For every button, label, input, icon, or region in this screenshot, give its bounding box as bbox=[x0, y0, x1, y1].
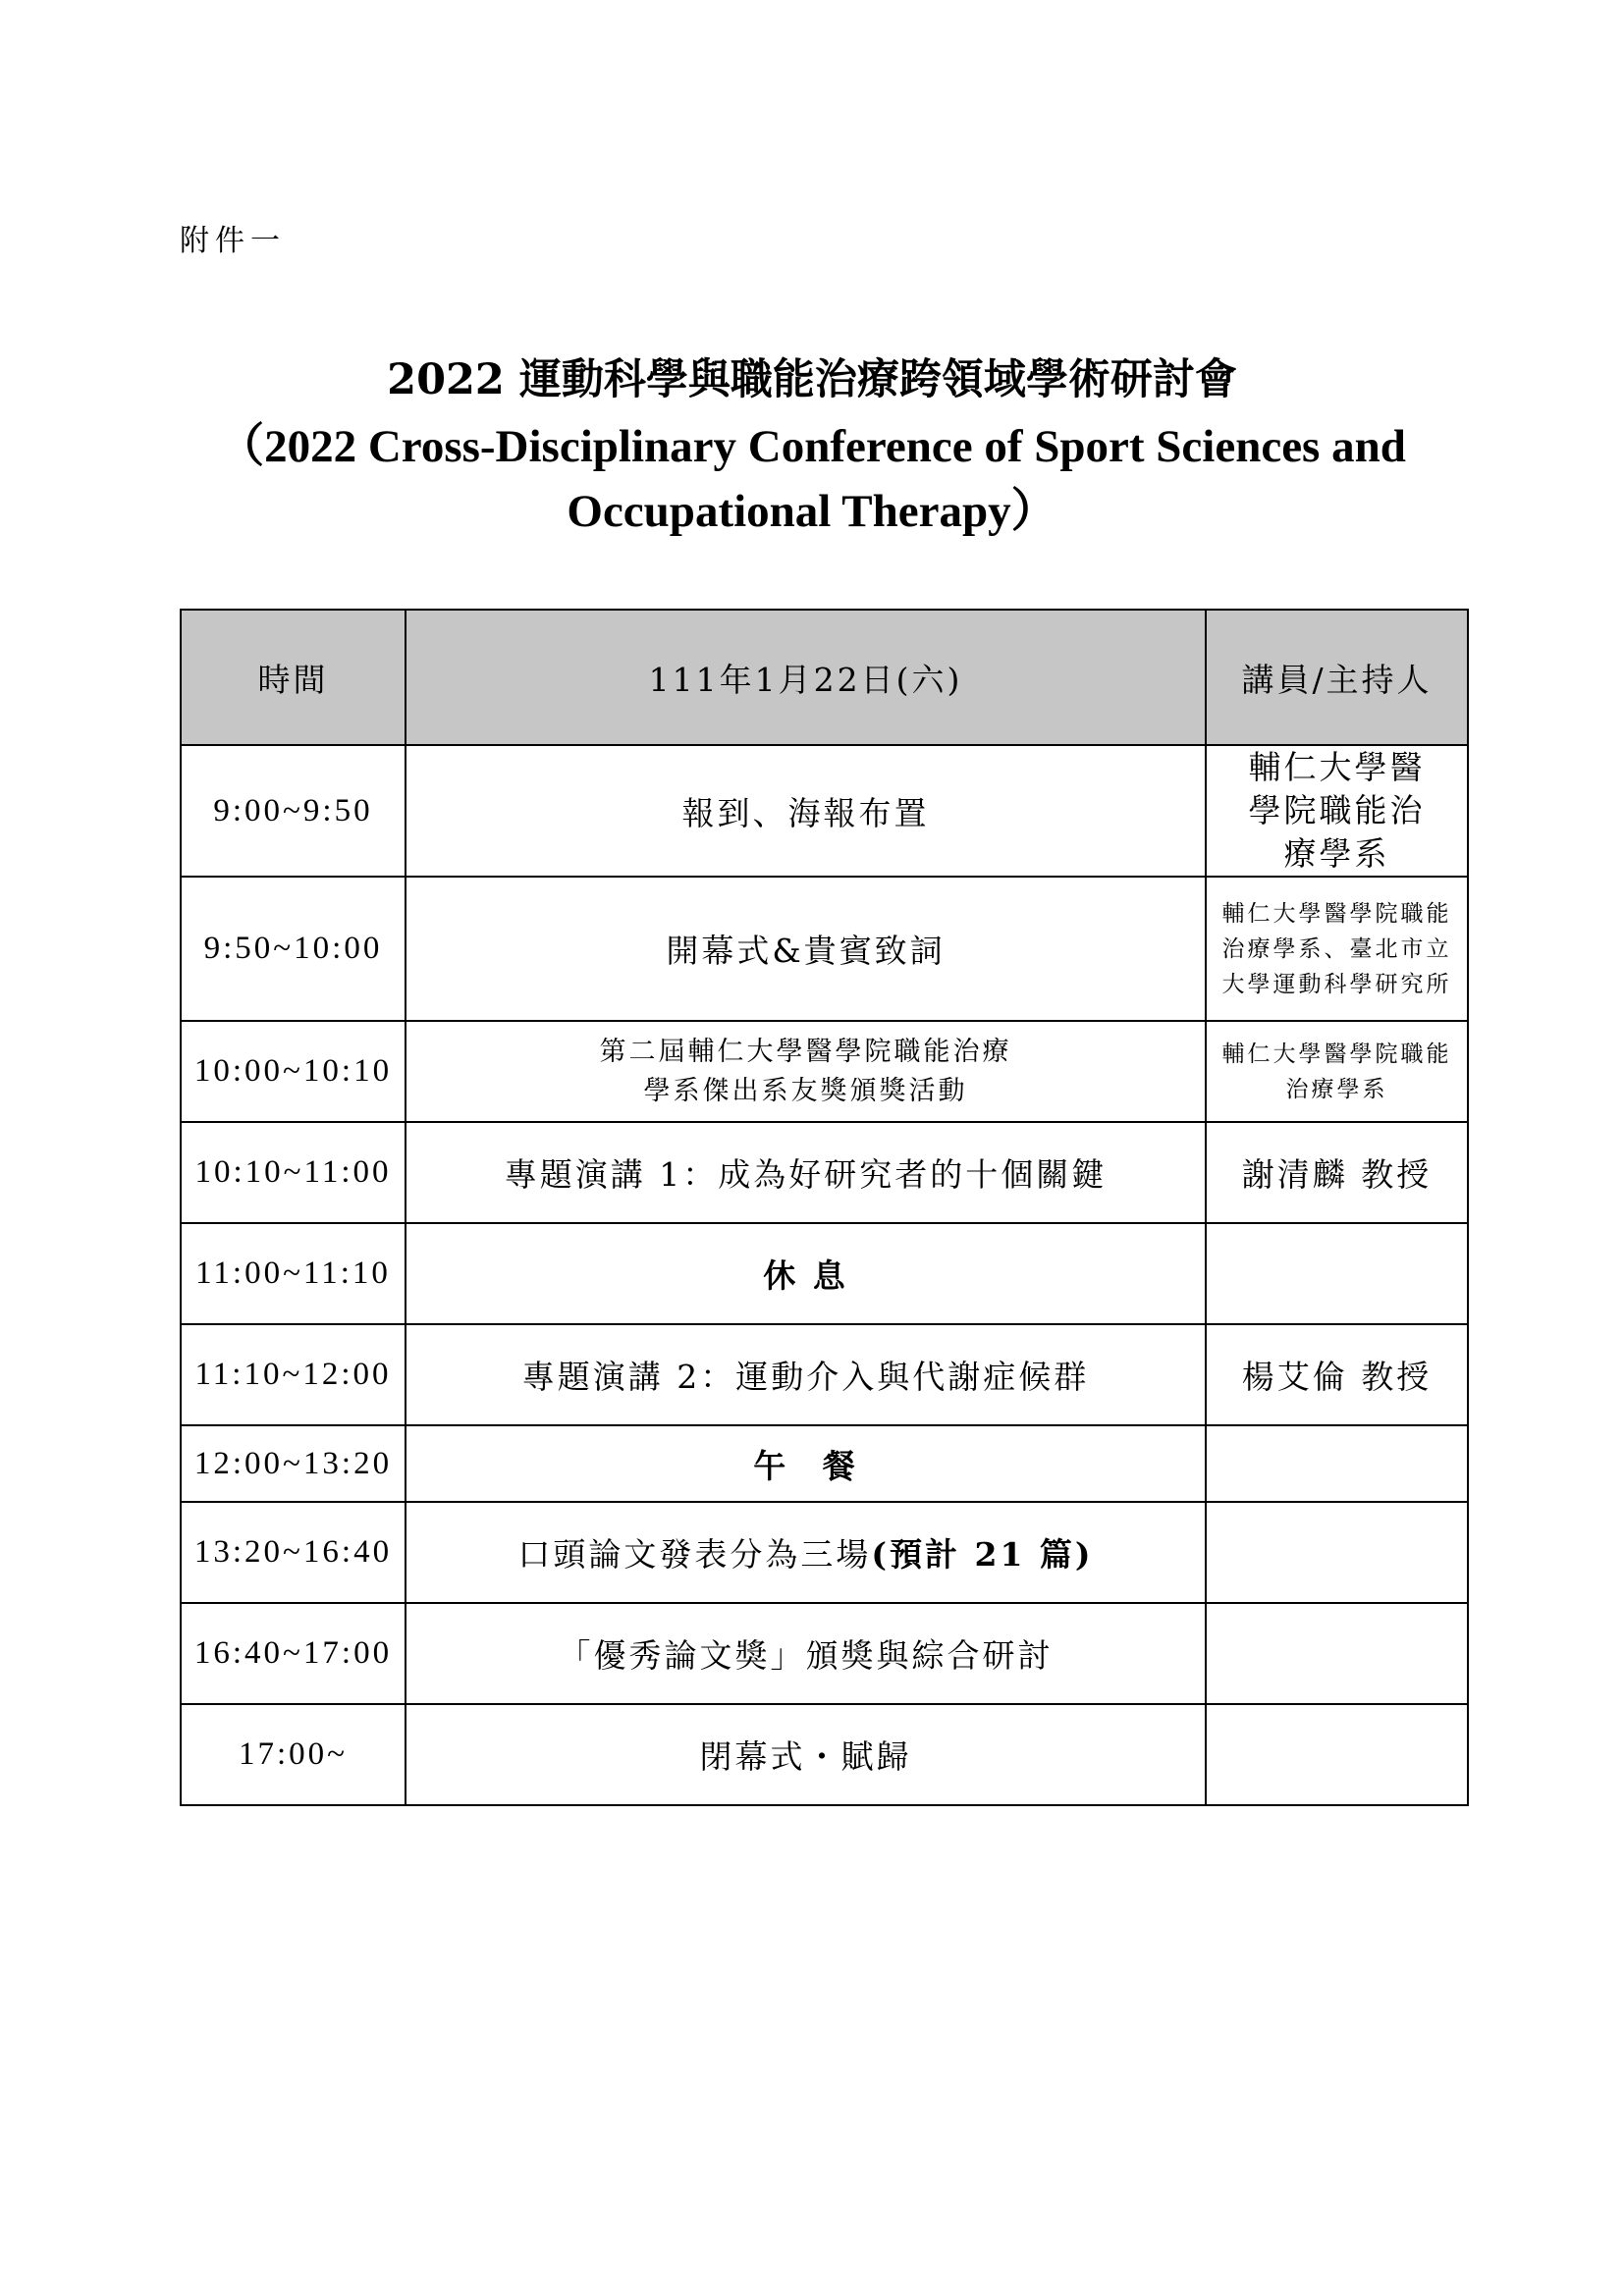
row-time: 9:50~10:00 bbox=[181, 877, 406, 1021]
table-header-row bbox=[181, 610, 1468, 745]
conference-title-en-line1: （2022 Cross-Disciplinary Conference of Sport Sciences and bbox=[218, 421, 1406, 472]
row-event: 報到、海報布置 bbox=[406, 745, 1206, 877]
row-event: 開幕式&貴賓致詞 bbox=[406, 877, 1206, 1021]
header-speaker: 講員/主持人 bbox=[1206, 610, 1468, 745]
row-time: 10:00~10:10 bbox=[181, 1021, 406, 1122]
row-speaker: 楊艾倫 教授 bbox=[1206, 1324, 1468, 1425]
row-time: 11:10~12:00 bbox=[181, 1324, 406, 1425]
row-event: 專題演講 2：運動介入與代謝症候群 bbox=[406, 1324, 1206, 1425]
table-row bbox=[181, 1704, 1468, 1805]
table-row bbox=[181, 877, 1468, 1021]
row-event: 閉幕式・賦歸 bbox=[406, 1704, 1206, 1805]
row-time: 10:10~11:00 bbox=[181, 1122, 406, 1223]
table-row bbox=[181, 1021, 1468, 1122]
conference-title-zh: 2022 運動科學與職能治療跨領域學術研討會 bbox=[387, 355, 1237, 404]
table-row bbox=[181, 1122, 1468, 1223]
header-date: 111年1月22日(六) bbox=[406, 610, 1206, 745]
row-speaker: 輔仁大學醫學院職能治療學系 bbox=[1206, 1021, 1468, 1122]
row-time: 13:20~16:40 bbox=[181, 1502, 406, 1603]
row-speaker bbox=[1206, 1603, 1468, 1704]
row-event: 「優秀論文獎」頒獎與綜合研討 bbox=[406, 1603, 1206, 1704]
row-time: 11:00~11:10 bbox=[181, 1223, 406, 1324]
schedule-table bbox=[180, 609, 1469, 1806]
row-event-text: 口頭論文發表分為三場 bbox=[517, 1535, 872, 1574]
conference-title-en-line2: Occupational Therapy） bbox=[567, 486, 1057, 537]
row-speaker: 輔仁大學醫學院職能治療學系、臺北市立大學運動科學研究所 bbox=[1206, 877, 1468, 1021]
row-speaker bbox=[1206, 1223, 1468, 1324]
table-row bbox=[181, 1502, 1468, 1603]
row-event bbox=[406, 1502, 1206, 1603]
row-speaker bbox=[1206, 1502, 1468, 1603]
row-speaker bbox=[1206, 1704, 1468, 1805]
row-time: 9:00~9:50 bbox=[181, 745, 406, 877]
table-row bbox=[181, 745, 1468, 877]
attachment-label: 附件一 bbox=[180, 224, 286, 258]
row-time: 16:40~17:00 bbox=[181, 1603, 406, 1704]
table-row bbox=[181, 1324, 1468, 1425]
row-event: 專題演講 1：成為好研究者的十個關鍵 bbox=[406, 1122, 1206, 1223]
title-block bbox=[0, 346, 1624, 544]
row-speaker bbox=[1206, 1425, 1468, 1502]
row-event: 第二屆輔仁大學醫學院職能治療學系傑出系友獎頒獎活動 bbox=[406, 1021, 1206, 1122]
row-time: 17:00~ bbox=[181, 1704, 406, 1805]
table-row bbox=[181, 1223, 1468, 1324]
row-speaker: 謝清麟 教授 bbox=[1206, 1122, 1468, 1223]
table-row bbox=[181, 1425, 1468, 1502]
row-event: 午 餐 bbox=[406, 1425, 1206, 1502]
row-speaker: 輔仁大學醫學院職能治療學系 bbox=[1206, 745, 1468, 877]
table-row bbox=[181, 1603, 1468, 1704]
row-event: 休 息 bbox=[406, 1223, 1206, 1324]
header-time: 時間 bbox=[181, 610, 406, 745]
row-time: 12:00~13:20 bbox=[181, 1425, 406, 1502]
row-event-count: (預計 21 篇) bbox=[871, 1535, 1094, 1574]
